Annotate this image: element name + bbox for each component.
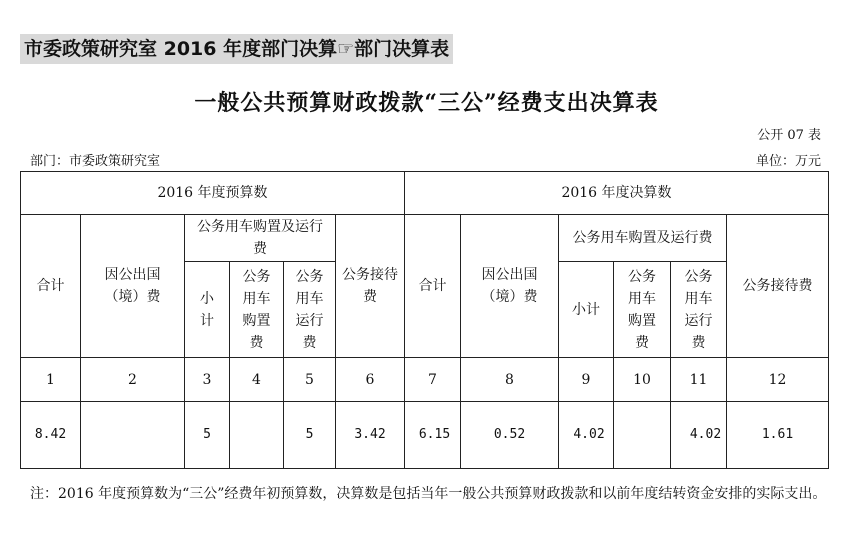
budget-subtotal-value: 5 — [185, 402, 230, 469]
budget-total-header: 合计 — [21, 215, 81, 358]
budget-vehicle-header: 公务用车购置及运行费 — [185, 215, 336, 262]
budget-reception-header: 公务接待费 — [336, 215, 405, 358]
column-number: 4 — [230, 358, 284, 402]
final-subtotal-header: 小计 — [559, 262, 614, 358]
final-total-header: 合计 — [405, 215, 461, 358]
final-purchase-header: 公务用车购置费 — [614, 262, 671, 358]
budget-reception-value: 3.42 — [336, 402, 405, 469]
column-number: 11 — [671, 358, 727, 402]
column-number: 9 — [559, 358, 614, 402]
final-total-value: 6.15 — [405, 402, 461, 469]
budget-total-value: 8.42 — [21, 402, 81, 469]
column-number: 8 — [461, 358, 559, 402]
footnote: 注：2016 年度预算数为“三公”经费年初预算数，决算数是包括当年一般公共预算财政拨款和以前年度结转资金安排的实际支出。 — [30, 486, 827, 502]
column-number: 2 — [81, 358, 185, 402]
final-vehicle-header: 公务用车购置及运行费 — [559, 215, 727, 262]
column-number: 6 — [336, 358, 405, 402]
page-heading: 市委政策研究室 2016 年度部门决算☞部门决算表 — [20, 34, 453, 64]
table-title: 一般公共预算财政拨款“三公”经费支出决算表 — [194, 90, 659, 116]
budget-operation-value: 5 — [284, 402, 336, 469]
column-number: 3 — [185, 358, 230, 402]
budget-purchase-value — [230, 402, 284, 469]
budget-subtotal-header: 小计 — [185, 262, 230, 358]
table-number: 公开 07 表 — [757, 128, 821, 143]
expenditure-table — [20, 171, 829, 469]
final-reception-header: 公务接待费 — [727, 215, 829, 358]
unit-label: 单位：万元 — [755, 154, 821, 169]
column-number: 10 — [614, 358, 671, 402]
final-operation-header: 公务用车运行费 — [671, 262, 727, 358]
budget-abroad-header: 因公出国（境）费 — [81, 215, 185, 358]
budget-abroad-value — [81, 402, 185, 469]
column-number: 1 — [21, 358, 81, 402]
final-abroad-header: 因公出国（境）费 — [461, 215, 559, 358]
column-number: 7 — [405, 358, 461, 402]
column-number: 12 — [727, 358, 829, 402]
final-abroad-value: 0.52 — [461, 402, 559, 469]
final-purchase-value — [614, 402, 671, 469]
final-reception-value: 1.61 — [727, 402, 829, 469]
column-number: 5 — [284, 358, 336, 402]
final-subtotal-value: 4.02 — [559, 402, 614, 469]
budget-operation-header: 公务用车运行费 — [284, 262, 336, 358]
budget-purchase-header: 公务用车购置费 — [230, 262, 284, 358]
final-operation-value: 4.02 — [671, 402, 727, 469]
budget-group-header: 2016 年度预算数 — [21, 172, 405, 215]
department-label: 部门：市委政策研究室 — [30, 154, 161, 169]
final-group-header: 2016 年度决算数 — [405, 172, 829, 215]
